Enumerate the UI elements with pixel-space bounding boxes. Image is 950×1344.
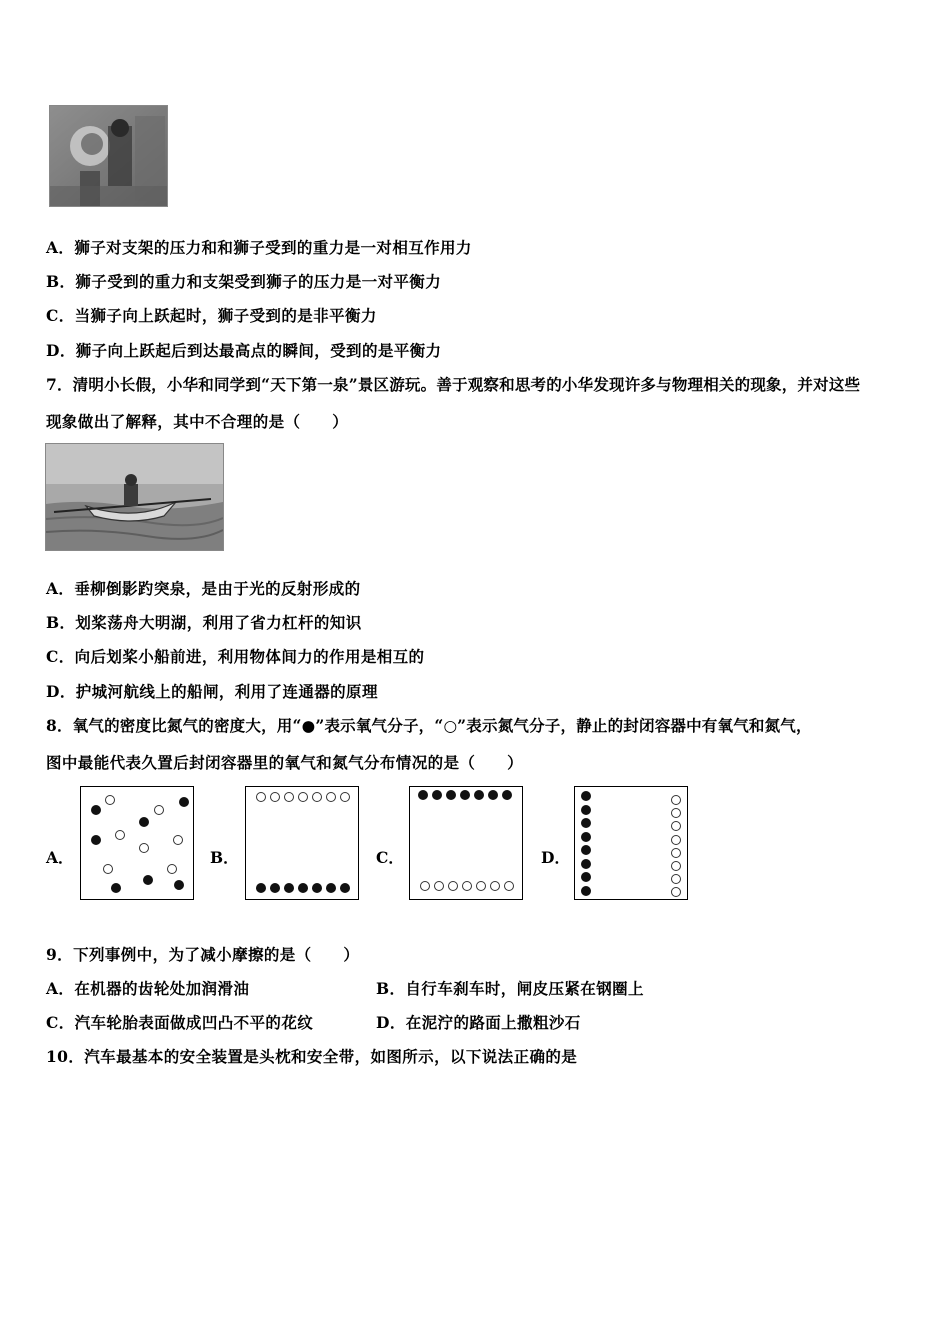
q9-option-d: D．在泥泞的路面上撒粗沙石 (376, 1013, 581, 1032)
nitrogen-molecule (312, 792, 322, 802)
q7-stem-line1: 7．清明小长假，小华和同学到“天下第一泉”景区游玩。善于观察和思考的小华发现许多与物理相关的现象，并对这些 (46, 375, 861, 394)
nitrogen-molecule (671, 821, 681, 831)
nitrogen-molecule (671, 835, 681, 845)
oxygen-molecule (340, 883, 350, 893)
oxygen-molecule (432, 790, 442, 800)
oxygen-molecule (179, 797, 189, 807)
oxygen-molecule (256, 883, 266, 893)
oxygen-molecule (488, 790, 498, 800)
rowing-boat-photo (45, 443, 224, 551)
oxygen-molecule (581, 845, 591, 855)
nitrogen-molecule (434, 881, 444, 891)
nitrogen-molecule (340, 792, 350, 802)
q9-option-b: B．自行车刹车时，闸皮压紧在钢圈上 (376, 979, 644, 998)
nitrogen-molecule (173, 835, 183, 845)
oxygen-molecule (298, 883, 308, 893)
q7-option-a: A．垂柳倒影趵突泉，是由于光的反射形成的 (46, 579, 361, 598)
q7-option-c: C．向后划桨小船前进，利用物体间力的作用是相互的 (46, 647, 425, 666)
oxygen-molecule (581, 886, 591, 896)
oxygen-molecule (502, 790, 512, 800)
nitrogen-molecule (115, 830, 125, 840)
oxygen-molecule (581, 791, 591, 801)
nitrogen-molecule (490, 881, 500, 891)
oxygen-molecule (581, 872, 591, 882)
nitrogen-molecule (326, 792, 336, 802)
oxygen-molecule (174, 880, 184, 890)
nitrogen-molecule (103, 864, 113, 874)
nitrogen-molecule (448, 881, 458, 891)
oxygen-molecule (581, 832, 591, 842)
q7-stem-line2: 现象做出了解释，其中不合理的是（ ） (46, 412, 349, 431)
nitrogen-molecule (284, 792, 294, 802)
q7-option-d: D．护城河航线上的船闸，利用了连通器的原理 (46, 682, 378, 701)
q8-container-c (409, 786, 523, 900)
oxygen-molecule (581, 818, 591, 828)
oxygen-molecule (474, 790, 484, 800)
q9-option-a: A．在机器的齿轮处加润滑油 (46, 979, 250, 998)
nitrogen-molecule (462, 881, 472, 891)
oxygen-molecule (446, 790, 456, 800)
oxygen-molecule (91, 805, 101, 815)
q6-option-d: D．狮子向上跃起后到达最高点的瞬间，受到的是平衡力 (46, 341, 442, 360)
oxygen-molecule (143, 875, 153, 885)
q8-stem-line2: 图中最能代表久置后封闭容器里的氧气和氮气分布情况的是（ ） (46, 753, 524, 772)
nitrogen-molecule (671, 848, 681, 858)
oxygen-molecule (111, 883, 121, 893)
nitrogen-molecule (270, 792, 280, 802)
q8-stem-line1: 8．氧气的密度比氮气的密度大，用“●”表示氧气分子，“○”表示氮气分子，静止的封闭容器中有氧气和氮气， (46, 716, 812, 735)
q8-label-c: C． (376, 848, 404, 867)
nitrogen-molecule (298, 792, 308, 802)
q8-container-b (245, 786, 359, 900)
nitrogen-molecule (154, 805, 164, 815)
oxygen-molecule (581, 805, 591, 815)
q8-label-a: A． (46, 848, 74, 867)
nitrogen-molecule (504, 881, 514, 891)
q7-option-b: B．划桨荡舟大明湖，利用了省力杠杆的知识 (46, 613, 362, 632)
lion-dance-photo (49, 105, 168, 207)
lion-dance-icon (50, 106, 167, 206)
nitrogen-molecule (420, 881, 430, 891)
q6-option-a: A．狮子对支架的压力和和狮子受到的重力是一对相互作用力 (46, 238, 472, 257)
q9-option-c: C．汽车轮胎表面做成凹凸不平的花纹 (46, 1013, 314, 1032)
oxygen-molecule (91, 835, 101, 845)
nitrogen-molecule (167, 864, 177, 874)
q8-container-d (574, 786, 688, 900)
q8-label-d: D． (541, 848, 570, 867)
oxygen-molecule (460, 790, 470, 800)
oxygen-molecule (326, 883, 336, 893)
nitrogen-molecule (139, 843, 149, 853)
q6-option-c: C．当狮子向上跃起时，狮子受到的是非平衡力 (46, 306, 377, 325)
q8-container-a (80, 786, 194, 900)
nitrogen-molecule (671, 861, 681, 871)
nitrogen-molecule (105, 795, 115, 805)
oxygen-molecule (284, 883, 294, 893)
nitrogen-molecule (671, 795, 681, 805)
q9-stem: 9．下列事例中，为了减小摩擦的是（ ） (46, 945, 360, 964)
oxygen-molecule (270, 883, 280, 893)
oxygen-molecule (581, 859, 591, 869)
nitrogen-molecule (671, 808, 681, 818)
nitrogen-molecule (671, 874, 681, 884)
q10-stem: 10．汽车最基本的安全装置是头枕和安全带，如图所示，以下说法正确的是 (46, 1047, 578, 1066)
oxygen-molecule (418, 790, 428, 800)
rowing-boat-icon (46, 444, 223, 550)
nitrogen-molecule (671, 887, 681, 897)
oxygen-molecule (139, 817, 149, 827)
nitrogen-molecule (476, 881, 486, 891)
q8-label-b: B． (210, 848, 239, 867)
nitrogen-molecule (256, 792, 266, 802)
oxygen-molecule (312, 883, 322, 893)
q6-option-b: B．狮子受到的重力和支架受到狮子的压力是一对平衡力 (46, 272, 442, 291)
